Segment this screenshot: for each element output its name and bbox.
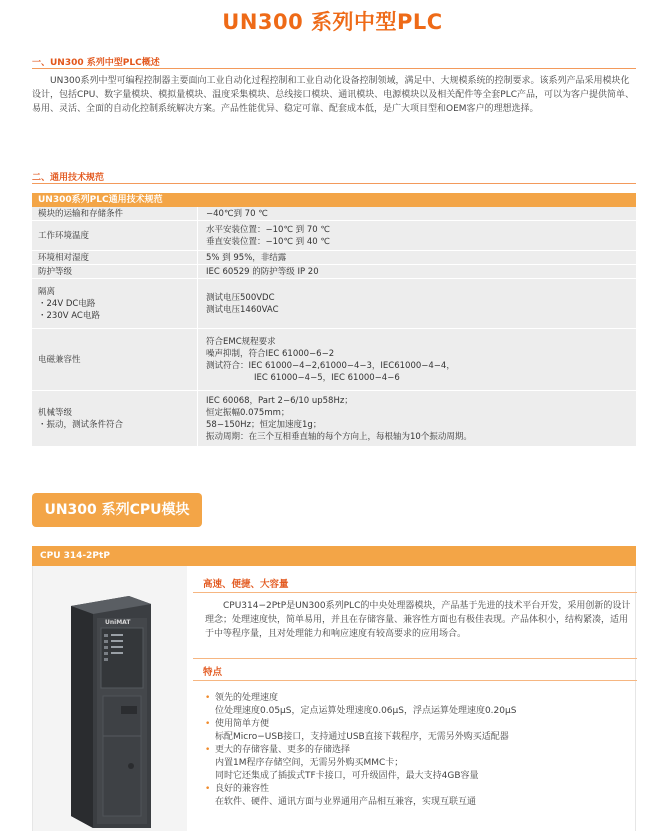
spec-key-line: 工作环境温度: [38, 230, 90, 241]
spec-key: [32, 221, 198, 250]
spec-table: [32, 193, 636, 447]
spec-key-line: 机械等级: [38, 407, 73, 418]
specs-divider: [32, 183, 636, 184]
spec-row: [32, 221, 636, 251]
spec-key-line: 环境相对湿度: [38, 252, 90, 263]
spec-key-line: 电磁兼容性: [38, 354, 81, 365]
spec-value-line: 恒定振幅0.075mm；: [206, 407, 290, 418]
spec-value: [198, 279, 636, 328]
spec-value-line: −40℃到 70 ℃: [206, 208, 268, 219]
spec-value-line: 58−150Hz；恒定加速度1g；: [206, 419, 322, 430]
feature-detail: 内置1M程序存储空间，无需另外购买MMC卡；: [215, 758, 404, 768]
spec-row: [32, 207, 636, 221]
feature-title: 使用简单方便: [215, 719, 270, 729]
feature-detail: 位处理速度0.05μS，定点运算处理速度0.06μS，浮点运算处理速度0.20μS: [215, 706, 517, 716]
cpu-intro-text: CPU314−2PtP是UN300系列PLC的中央处理器模块，产品基于先进的技术平台开发，采用创新的设计理念；处理速度快，简单易用，并且在存储容量、兼容性方面也有极佳表现。产品体积小，结构紧凑，适用于中等程序量，且对处理能力和响应速度有较高要求的应用场合。: [205, 601, 631, 639]
spec-row: [32, 279, 636, 329]
spec-key-line: 防护等级: [38, 266, 73, 277]
feature-item: [205, 692, 633, 705]
spec-row: [32, 251, 636, 265]
cpu-section-tab: UN300 系列CPU模块: [32, 493, 202, 527]
bullet-icon: •: [205, 784, 211, 794]
cpu-features-heading: 特点: [203, 667, 223, 678]
spec-value-line: 噪声抑制，符合IEC 61000−6−2: [206, 348, 335, 359]
spec-value-line: IEC 60529 的防护等级 IP 20: [206, 266, 319, 277]
spec-value-line: 测试符合：IEC 61000−4−2,61000−4−3，IEC61000−4−4，: [206, 360, 455, 371]
spec-row: [32, 391, 636, 447]
feature-detail: 在软件、硬件、通讯方面与业界通用产品相互兼容，实现互联互通: [215, 797, 477, 807]
spec-value: [198, 251, 636, 264]
overview-text: UN300系列中型可编程控制器主要面向工业自动化过程控制和工业自动化设备控制领域，满足中、大规模系统的控制要求。该系列产品采用模块化设计，包括CPU、数字量模块、模拟量模块、温度采集模块、总线接口模块、通讯模块、电源模块以及相关配件等全套PLC产品，可以为客户提供简单、易用、灵活、全面的自动化控制系统解决方案。产品性能优异、稳定可靠、配套成本低，是广大项目型和OEM客户的理想选择。: [32, 76, 635, 114]
spec-value: [198, 207, 636, 220]
cpu-features-divider-top: [193, 658, 637, 659]
spec-key-line: 隔离: [38, 286, 56, 297]
cpu-features-list: [205, 692, 633, 809]
spec-key: [32, 251, 198, 264]
feature-title: 领先的处理速度: [215, 693, 279, 703]
spec-value-line: IEC 61000−4−5，IEC 61000−4−6: [254, 372, 400, 383]
spec-value-line: 垂直安装位置：−10℃ 到 40 ℃: [206, 236, 330, 247]
spec-value-line: 水平安装位置：−10℃ 到 70 ℃: [206, 224, 330, 235]
feature-detail: 同时它还集成了插拔式TF卡接口，可升级固件，最大支持4GB容量: [215, 771, 479, 781]
bullet-icon: •: [205, 693, 211, 703]
cpu-module-illustration: [33, 566, 187, 831]
cpu-intro-heading: 高速、便捷、大容量: [203, 579, 289, 590]
overview-divider: [32, 68, 636, 69]
spec-value-line: IEC 60068，Part 2−6/10 up58Hz；: [206, 395, 353, 406]
feature-item: [205, 744, 633, 757]
overview-heading: 一、UN300 系列中型PLC概述: [32, 58, 160, 68]
cpu-model-header: CPU 314-2PtP: [32, 546, 636, 566]
bullet-icon: •: [205, 719, 211, 729]
cpu-panel: [32, 566, 636, 831]
spec-value: [198, 265, 636, 278]
cpu-features-divider: [193, 680, 637, 681]
spec-key: [32, 391, 198, 446]
spec-value: [198, 329, 636, 390]
spec-value-line: 测试电压500VDC: [206, 292, 275, 303]
spec-key-line: ・230V AC电路: [38, 310, 100, 321]
feature-title: 更大的存储容量、更多的存储选择: [215, 745, 351, 755]
spec-key-line: ・24V DC电路: [38, 298, 96, 309]
specs-heading: 二、通用技术规范: [32, 173, 105, 183]
feature-item: [205, 783, 633, 796]
spec-value: [198, 221, 636, 250]
feature-item: [205, 718, 633, 731]
feature-detail: 标配Micro−USB接口，支持通过USB直接下载程序，无需另外购买适配器: [215, 732, 509, 742]
module-brand-label: UniMAT: [105, 619, 131, 626]
spec-value-line: 振动周期：在三个互相垂直轴的每个方向上，每根轴为10个振动周期。: [206, 431, 472, 442]
cpu-intro-divider: [193, 592, 637, 593]
spec-key: [32, 329, 198, 390]
page-title: UN300 系列中型PLC: [222, 10, 443, 34]
cpu-product-image: [33, 566, 187, 831]
feature-title: 良好的兼容性: [215, 784, 270, 794]
spec-table-title: UN300系列PLC通用技术规范: [32, 193, 636, 207]
spec-row: [32, 329, 636, 391]
spec-key: [32, 265, 198, 278]
spec-key: [32, 207, 198, 220]
spec-row: [32, 265, 636, 279]
spec-value-line: 5% 到 95%，非结露: [206, 252, 287, 263]
spec-value-line: 符合EMC规程要求: [206, 336, 276, 347]
spec-key-line: ・振动，测试条件符合: [38, 419, 124, 430]
spec-key: [32, 279, 198, 328]
spec-value: [198, 391, 636, 446]
spec-key-line: 模块的运输和存储条件: [38, 208, 124, 219]
spec-value-line: 测试电压1460VAC: [206, 304, 279, 315]
bullet-icon: •: [205, 745, 211, 755]
